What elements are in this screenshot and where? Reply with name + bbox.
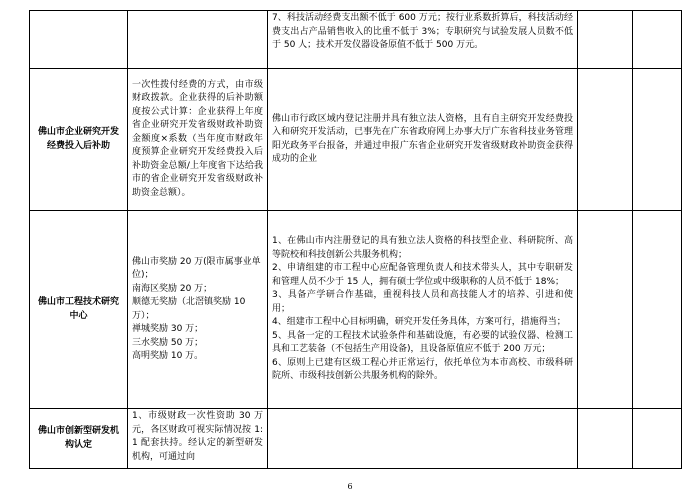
- support-item: 三水奖励 50 万；: [132, 337, 204, 348]
- support-item: 一次性拨付经费的方式，由市级财政拨款。企业获得的后补助额度按公式计算：企业获得上年度省企业研究开发省级财政补助资金额度×系数（当年度市财政年度预算企业研究开发经费投入后补助资金总额/上年度省下达给我市的省企业研究开发省级财政补助资金总额）。: [132, 79, 263, 198]
- table-row: [30, 211, 682, 409]
- condition-item: 佛山市行政区域内登记注册并具有独立法人资格，且有自主研究开发经费投入和研究开发活动，已事先在广东省政府网上办事大厅广东省科技业务管理阳光政务平台报备，并通过申报广东省企业研究开发省级财政补助资金获得成功的企业: [272, 113, 573, 164]
- application-conditions-cell: [268, 11, 578, 69]
- empty-cell: [578, 69, 633, 211]
- support-item: 高明奖励 10 万。: [132, 351, 204, 361]
- condition-item: 7、科技活动经费支出额不低于 600 万元；按行业系数折算后，科技活动经费支出占产品销售收入的比重不低于 3%；专职研究与试验发展人员数不低于 50 人；技术开发仪器设备原值不低于 500 万元。: [272, 13, 573, 50]
- policy-table: [29, 10, 682, 469]
- application-conditions-cell: [268, 211, 578, 409]
- support-item: 1、市级财政一次性资助 30 万元，各区财政可视实际情况按 1:1 配套扶持。经认定的新型研发机构，可通过向: [132, 411, 263, 462]
- condition-item: 4、组建市工程中心目标明确，研究开发任务具体，方案可行，措施得当；: [272, 317, 566, 328]
- support-item: 南海区奖励 20 万；: [132, 283, 213, 294]
- application-conditions-cell: [268, 69, 578, 211]
- support-item: 禅城奖励 30 万；: [132, 324, 204, 334]
- empty-cell: [633, 11, 682, 69]
- table-row: [30, 11, 682, 69]
- condition-item: 5、具备一定的工程技术试验条件和基础设施，有必要的试验仪器、检测工具和工艺装备（不包括生产用设备)，且设备原值应不低于 200 万元；: [272, 330, 573, 355]
- application-conditions-cell: [268, 409, 578, 469]
- condition-item: 1、在佛山市内注册登记的具有独立法人资格的科技型企业、科研院所、高等院校和科技创新公共服务机构；: [272, 236, 573, 260]
- table-row: [30, 69, 682, 211]
- program-name-cell: 佛山市创新型研发机构认定: [30, 409, 128, 469]
- empty-cell: [633, 69, 682, 211]
- condition-item: 3、具备产学研合作基础，重视科技人员和高技能人才的培养、引进和使用；: [272, 290, 573, 314]
- empty-cell: [578, 409, 633, 469]
- support-item: 顺德无奖励（北滘镇奖励 10 万）；: [132, 297, 246, 321]
- program-name-cell: [30, 11, 128, 69]
- support-item: 佛山市奖励 20 万(限市属事业单位)；: [132, 256, 261, 280]
- empty-cell: [633, 409, 682, 469]
- empty-cell: [578, 11, 633, 69]
- empty-cell: [578, 211, 633, 409]
- page-number: 6: [347, 482, 353, 491]
- program-name-cell: 佛山市工程技术研究中心: [30, 211, 128, 409]
- condition-item: 6、原则上已建有区级工程心并正常运行，依托单位为本市高校、市级科研院所、市级科技创新公共服务机构的除外。: [272, 357, 573, 382]
- program-name-cell: 佛山市企业研究开发经费投入后补助: [30, 69, 128, 211]
- support-standard-cell: [128, 69, 268, 211]
- condition-item: 2、申请组建的市工程中心应配备管理负责人和技术带头人，其中专职研发和管理人员不少于 15 人，拥有硕士学位或中级职称的人员不低于 18%；: [272, 263, 573, 287]
- table-row: [30, 409, 682, 469]
- support-standard-cell: [128, 11, 268, 69]
- empty-cell: [633, 211, 682, 409]
- support-standard-cell: [128, 409, 268, 469]
- support-standard-cell: [128, 211, 268, 409]
